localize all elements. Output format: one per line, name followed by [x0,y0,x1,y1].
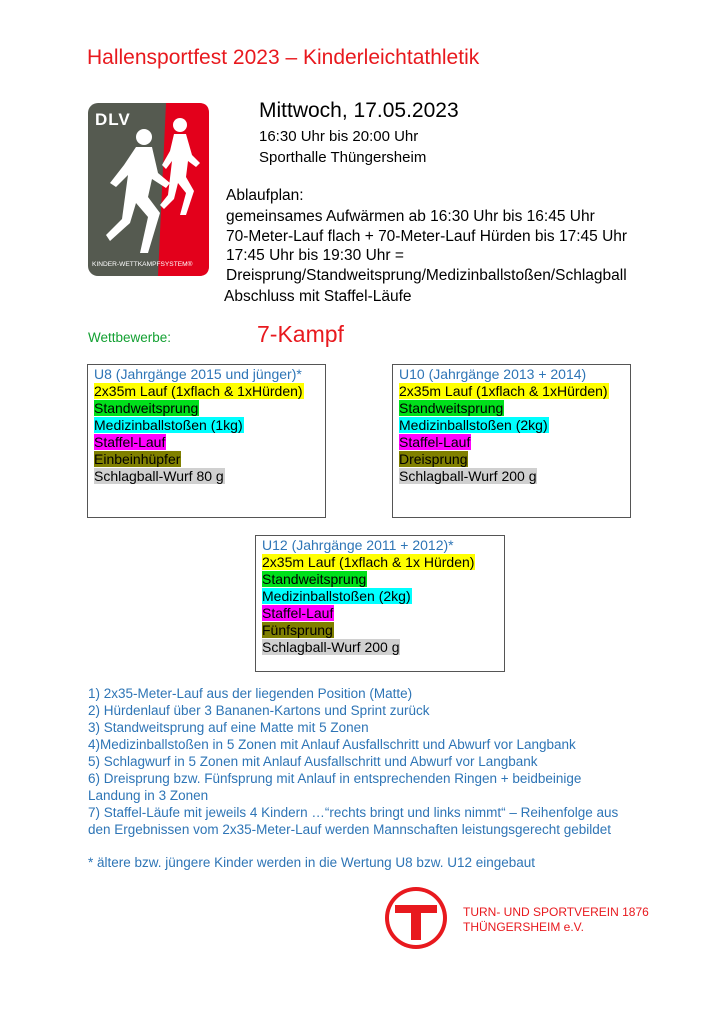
note-line: 2) Hürdenlauf über 3 Bananen-Kartons und Sprint zurück [88,703,430,718]
discipline-item: Schlagball-Wurf 200 g [399,468,537,484]
discipline-item: Staffel-Lauf [262,605,334,621]
note-line: 7) Staffel-Läufe mit jeweils 4 Kindern …“rechts bringt und links nimmt“ – Reihenfolge aus [88,805,619,820]
discipline-item: Einbeinhüpfer [94,451,181,467]
note-line: 6) Dreisprung bzw. Fünfsprung mit Anlauf in entsprechenden Ringen + beidbeinige [88,771,582,786]
group-box-u10 [392,364,631,518]
running-kids-icon [88,103,209,276]
note-line: 3) Standweitsprung auf eine Matte mit 5 Zonen [88,720,369,735]
schedule-line: Abschluss mit Staffel-Läufe [224,288,412,305]
schedule-heading: Ablaufplan: [226,187,304,204]
schedule-line: gemeinsames Aufwärmen ab 16:30 Uhr bis 16:45 Uhr [226,208,595,225]
event-venue: Sporthalle Thüngersheim [259,149,427,166]
page-title: Hallensportfest 2023 – Kinderleichtathletik [87,46,480,69]
discipline-item: Standweitsprung [94,400,199,416]
group-header: U12 (Jahrgänge 2011 + 2012)* [262,537,454,553]
discipline-item: 2x35m Lauf (1xflach & 1xHürden) [399,383,608,399]
club-emblem-icon [384,886,448,950]
discipline-item: Medizinballstoßen (2kg) [399,417,548,433]
discipline-item: Medizinballstoßen (1kg) [94,417,243,433]
group-header: U8 (Jahrgänge 2015 und jünger)* [94,366,302,382]
group-box-u12 [255,535,505,672]
club-name-line2: THÜNGERSHEIM e.V. [463,920,584,934]
dlv-kinder-logo [88,103,209,276]
logo-caption: KINDER-WETTKAMPFSYSTEM® [92,261,193,268]
note-line: 5) Schlagwurf in 5 Zonen mit Anlauf Ausfallschritt und Abwurf vor Langbank [88,754,538,769]
discipline-item: Schlagball-Wurf 80 g [94,468,224,484]
schedule-line: 70-Meter-Lauf flach + 70-Meter-Lauf Hürden bis 17:45 Uhr [226,228,628,245]
footnote: * ältere bzw. jüngere Kinder werden in die Wertung U8 bzw. U12 eingebaut [88,855,536,870]
discipline-item: Staffel-Lauf [399,434,471,450]
discipline-item: Standweitsprung [399,400,504,416]
discipline-item: Fünfsprung [262,622,333,638]
event-time: 16:30 Uhr bis 20:00 Uhr [259,128,419,145]
group-box-u8 [87,364,326,518]
club-name-line1: TURN- UND SPORTVEREIN 1876 [463,905,649,919]
discipline-item: Dreisprung [399,451,468,467]
discipline-item: Standweitsprung [262,571,367,587]
competitions-title: 7-Kampf [257,321,344,347]
discipline-item: 2x35m Lauf (1xflach & 1x Hürden) [262,554,475,570]
group-header: U10 (Jahrgänge 2013 + 2014) [399,366,587,382]
note-line: 1) 2x35-Meter-Lauf aus der liegenden Position (Matte) [88,686,413,701]
competitions-label: Wettbewerbe: [88,330,172,345]
club-logo [384,886,448,950]
schedule-line: 17:45 Uhr bis 19:30 Uhr = [226,247,404,264]
discipline-item: Staffel-Lauf [94,434,166,450]
event-date: Mittwoch, 17.05.2023 [259,99,459,122]
schedule-line: Dreisprung/Standweitsprung/Medizinballstoßen/Schlagball [226,267,627,284]
note-line: den Ergebnissen vom 2x35-Meter-Lauf werden Mannschaften leistungsgerecht gebildet [88,822,612,837]
discipline-item: 2x35m Lauf (1xflach & 1xHürden) [94,383,303,399]
svg-text:DLV: DLV [95,110,131,129]
discipline-item: Medizinballstoßen (2kg) [262,588,411,604]
note-line: 4)Medizinballstoßen in 5 Zonen mit Anlauf Ausfallschritt und Abwurf vor Langbank [88,737,576,752]
note-line: Landung in 3 Zonen [88,788,209,803]
discipline-item: Schlagball-Wurf 200 g [262,639,400,655]
